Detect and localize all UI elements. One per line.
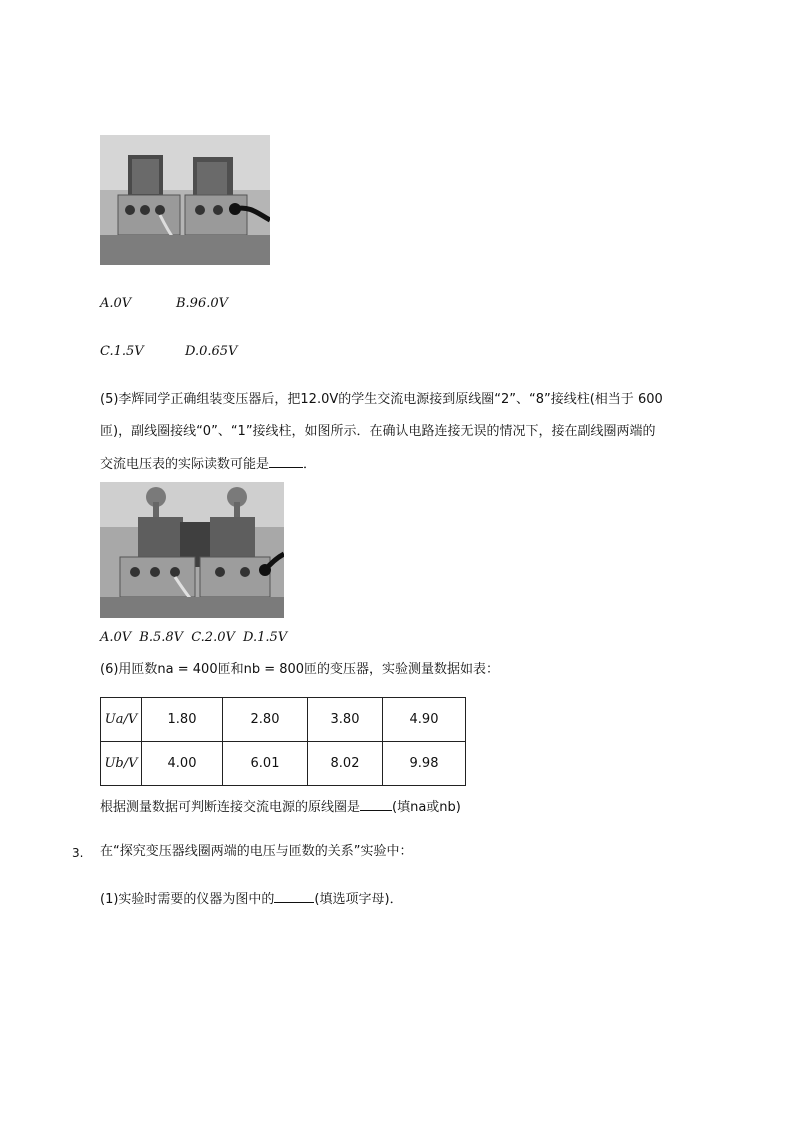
answer-blank — [269, 453, 303, 468]
table-cell: 8.02 — [308, 742, 383, 786]
q6-conclusion-text: 根据测量数据可判断连接交流电源的原线圈是 — [100, 800, 361, 815]
row-header-ua: Ua/V — [101, 698, 142, 742]
transformer-photo-1-drawing — [100, 135, 270, 265]
q5-line-3 — [100, 453, 316, 475]
measurement-table — [100, 697, 466, 786]
table-row — [101, 742, 466, 786]
table-cell: 1.80 — [142, 698, 223, 742]
transformer-photo-2 — [100, 482, 284, 618]
q5-line-2: 匝)，副线圈接线“0”、“1”接线柱，如图所示．在确认电路连接无误的情况下，接在副线圈两端的 — [100, 424, 656, 439]
q5-options: A.0V B.5.8V C.2.0V D.1.5V — [100, 630, 288, 645]
question-number: 3. — [72, 846, 84, 860]
transformer-photo-2-drawing — [100, 482, 284, 618]
q6-conclusion — [100, 796, 461, 818]
q6-intro: (6)用匝数na = 400匝和nb = 800匝的变压器，实验测量数据如表： — [100, 662, 500, 677]
row-header-ub: Ub/V — [101, 742, 142, 786]
option-b: B.96.0V — [176, 296, 229, 311]
table-cell: 9.98 — [383, 742, 466, 786]
table-cell: 6.01 — [223, 742, 308, 786]
option-a: A.0V — [100, 296, 132, 311]
option-d: D.0.65V — [185, 344, 238, 359]
answer-blank — [274, 888, 314, 903]
table-cell: 2.80 — [223, 698, 308, 742]
q5-line-1: (5)李辉同学正确组装变压器后，把12.0V的学生交流电源接到原线圈“2”、“8”接线柱(相当于 600 — [100, 392, 663, 407]
answer-blank — [360, 796, 392, 811]
table-cell: 4.90 — [383, 698, 466, 742]
table-cell: 3.80 — [308, 698, 383, 742]
q3-title: 在“探究变压器线圈两端的电压与匝数的关系”实验中： — [100, 844, 413, 859]
q3-part-1-text: (1)实验时需要的仪器为图中的 — [100, 892, 275, 907]
transformer-photo-1 — [100, 135, 270, 265]
q3-part-1 — [100, 888, 403, 910]
option-c: C.1.5V — [100, 344, 144, 359]
q5-line-3-text: 交流电压表的实际读数可能是 — [100, 457, 270, 472]
q3-part-1-end: (填选项字母)． — [314, 892, 403, 907]
q6-conclusion-end: (填na或nb) — [392, 800, 461, 815]
table-cell: 4.00 — [142, 742, 223, 786]
q5-line-3-end: ． — [303, 457, 317, 472]
table-row — [101, 698, 466, 742]
